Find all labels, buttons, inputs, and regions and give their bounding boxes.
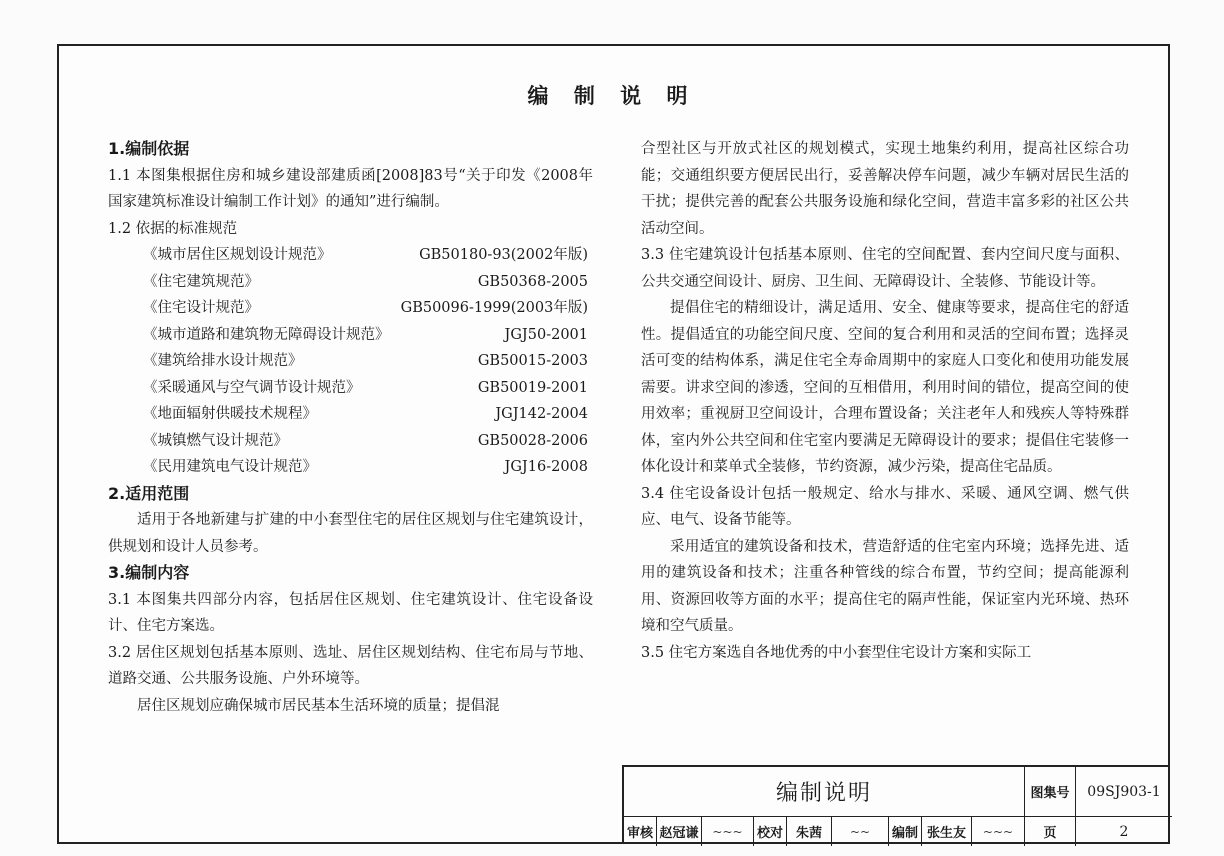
proof-name: 朱茜	[787, 817, 832, 846]
right-column	[641, 136, 1129, 666]
title-block-title: 编制说明	[624, 767, 1025, 817]
design-signature: ~~~	[972, 817, 1025, 846]
paragraph-1-1: 1.1 本图集根据住房和城乡建设部建质函[2008]83号“关于印发《2008年国家建筑标准设计编制工作计划》的通知”进行编制。	[108, 167, 593, 210]
paragraph-3-1: 3.1 本图集共四部分内容，包括居住区规划、住宅建筑设计、住宅设备设计、住宅方案选。	[108, 591, 593, 634]
standard-code: JGJ50-2001	[504, 326, 588, 343]
standard-code: GB50096-1999(2003年版)	[400, 300, 588, 316]
standard-code: GB50368-2005	[477, 273, 588, 290]
standard-name: 《建筑给排水设计规范》	[143, 353, 303, 369]
standard-name: 《城市居住区规划设计规范》	[143, 247, 332, 263]
standard-code: JGJ142-2004	[495, 406, 588, 422]
paragraph-3-5: 3.5 住宅方案选自各地优秀的中小套型住宅设计方案和实际工	[641, 644, 1032, 661]
page-title: 编 制 说 明	[527, 84, 697, 108]
standard-code: GB50028-2006	[477, 432, 588, 449]
paragraph-1-2-title: 1.2 依据的标准规范	[108, 220, 238, 237]
signature-row	[624, 817, 1172, 846]
title-block	[622, 765, 1170, 844]
standard-name: 《住宅建筑规范》	[143, 273, 259, 290]
paragraph-3-3: 3.3 住宅建筑设计包括基本原则、住宅的空间配置、套内空间尺度与面积、公共交通空间设计、厨房、卫生间、无障碍设计、全装修、节能设计等。	[641, 247, 1129, 290]
atlas-number-label: 图集号	[1025, 767, 1076, 817]
review-name: 赵冠谦	[657, 817, 702, 846]
standard-row	[108, 348, 593, 375]
paragraph-3-3-detail: 提倡住宅的精细设计，满足适用、安全、健康等要求，提高住宅的舒适性。提倡适宜的功能空间尺度、空间的复合利用和灵活的空间布置；选择灵活可变的结构体系，满足住宅全寿命周期中的家庭人口变化和使用功能发展需要。讲求空间的渗透，空间的互相借用，利用时间的错位，提高空间的使用效率；重视厨卫空间设计，合理布置设备；关注老年人和残疾人等特殊群体，室内外公共空间和住宅室内要满足无障碍设计的要求；提倡住宅装修一体化设计和菜单式全装修，节约资源，减少污染，提高住宅品质。	[641, 300, 1129, 475]
standard-code: GB50019-2001	[477, 379, 588, 396]
standard-name: 《地面辐射供暖技术规程》	[143, 406, 317, 422]
standards-list	[108, 242, 593, 481]
standard-row	[108, 269, 593, 296]
standard-row	[108, 428, 593, 455]
standard-name: 《采暖通风与空气调节设计规范》	[143, 379, 361, 396]
standard-row	[108, 401, 593, 428]
proof-label: 校对	[754, 817, 787, 846]
paragraph-2: 适用于各地新建与扩建的中小套型住宅的居住区规划与住宅建筑设计，供规划和设计人员参考。	[108, 512, 593, 555]
paragraph-continued: 合型社区与开放式社区的规划模式，实现土地集约利用，提高社区综合功能；交通组织要方便居民出行，妥善解决停车问题，减少车辆对居民生活的干扰；提供完善的配套公共服务设施和绿化空间，营造丰富多彩的社区公共活动空间。	[641, 141, 1129, 237]
paragraph-3-2: 3.2 居住区规划包括基本原则、选址、居住区规划结构、住宅布局与节地、道路交通、公共服务设施、户外环境等。	[108, 644, 593, 687]
review-label: 审核	[624, 817, 657, 846]
standard-row	[108, 242, 593, 269]
atlas-number: 09SJ903-1	[1076, 767, 1172, 817]
standard-row	[108, 375, 593, 402]
standard-row	[108, 454, 593, 481]
design-name: 张生友	[922, 817, 972, 846]
section-heading-1: 1.编制依据	[108, 139, 190, 158]
page-label: 页	[1025, 817, 1076, 846]
standard-code: JGJ16-2008	[504, 459, 588, 475]
standard-row	[108, 322, 593, 349]
standard-code: GB50180-93(2002年版)	[419, 247, 588, 263]
proof-signature: ~~	[832, 817, 889, 846]
standard-row	[108, 295, 593, 322]
standard-name: 《城镇燃气设计规范》	[143, 432, 288, 449]
standard-name: 《民用建筑电气设计规范》	[143, 459, 317, 475]
standard-name: 《城市道路和建筑物无障碍设计规范》	[143, 326, 390, 343]
paragraph-3-4-detail: 采用适宜的建筑设备和技术，营造舒适的住宅室内环境；选择先进、适用的建筑设备和技术；注重各种管线的综合布置，节约空间；提高能源利用、资源回收等方面的水平；提高住宅的隔声性能，保证室内光环境、热环境和空气质量。	[641, 538, 1129, 634]
section-heading-3: 3.编制内容	[108, 563, 190, 582]
paragraph-3-2-continued: 居住区规划应确保城市居民基本生活环境的质量；提倡混	[137, 697, 500, 714]
page-number: 2	[1119, 823, 1129, 840]
design-label: 编制	[889, 817, 922, 846]
left-column	[108, 136, 593, 719]
standard-name: 《住宅设计规范》	[143, 300, 259, 316]
review-signature: ~~~	[702, 817, 754, 846]
standard-code: GB50015-2003	[477, 353, 588, 369]
paragraph-3-4: 3.4 住宅设备设计包括一般规定、给水与排水、采暖、通风空调、燃气供应、电气、设备节能等。	[641, 485, 1129, 528]
section-heading-2: 2.适用范围	[108, 483, 190, 503]
